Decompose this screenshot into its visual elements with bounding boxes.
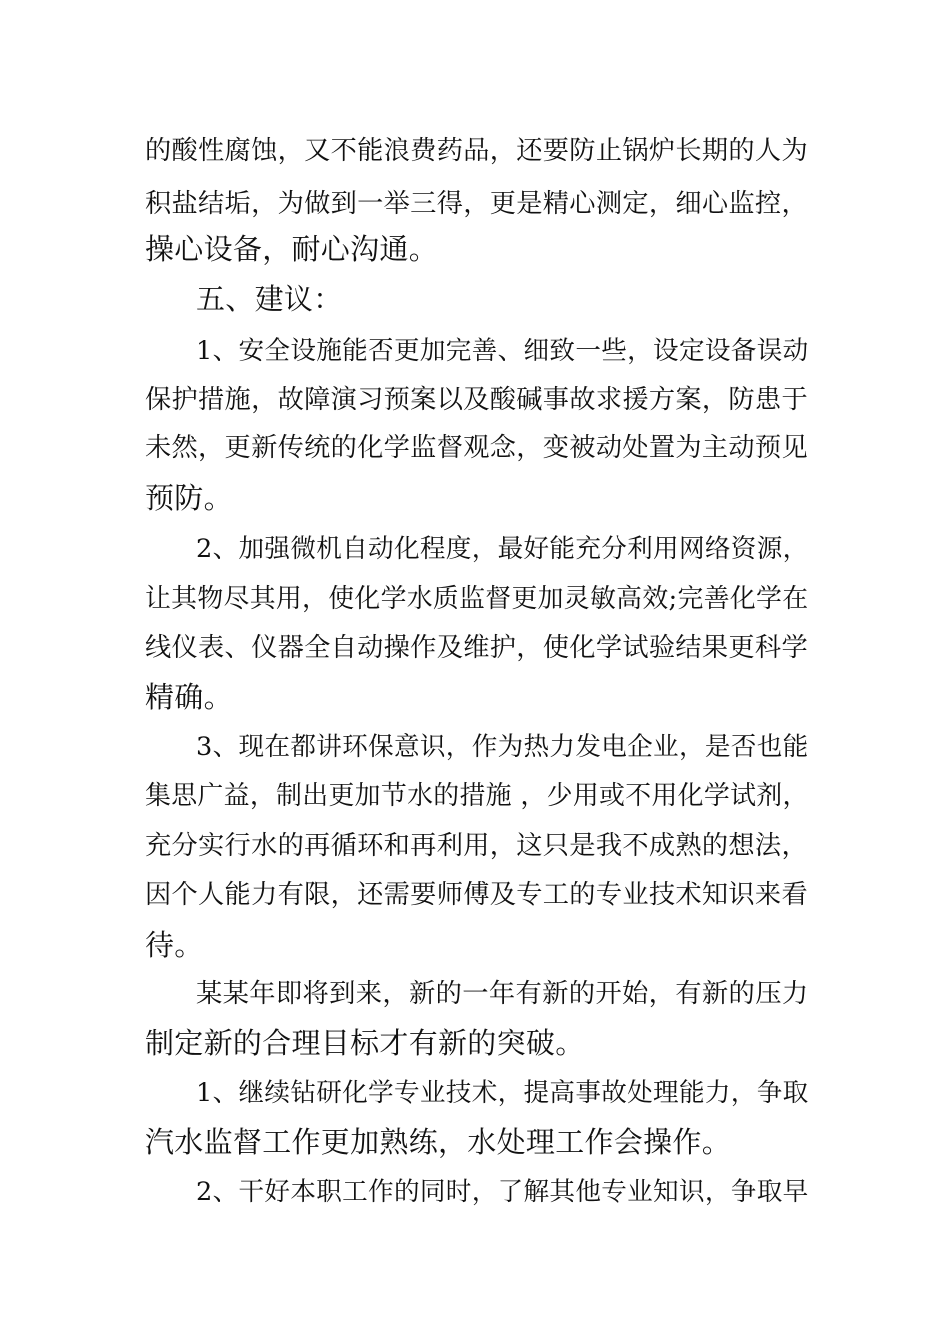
text-line: 制定新的合理目标才有新的突破。 — [145, 1026, 585, 1060]
text-line: 充分实行水的再循环和再利用，这只是我不成熟的想法， — [145, 831, 808, 861]
text-line: 2、加强微机自动化程度，最好能充分利用网络资源， — [196, 534, 809, 564]
text-line: 让其物尽其用，使化学水质监督更加灵敏高效;完善化学在 — [145, 584, 809, 614]
text-line: 因个人能力有限，还需要师傅及专工的专业技术知识来看 — [145, 880, 808, 910]
text-line: 的酸性腐蚀，又不能浪费药品，还要防止锅炉长期的人为 — [145, 136, 808, 166]
text-line: 未然，更新传统的化学监督观念，变被动处置为主动预见 — [145, 433, 808, 463]
text-line: 1、继续钻研化学专业技术，提高事故处理能力，争取 — [196, 1078, 809, 1108]
text-line: 保护措施，故障演习预案以及酸碱事故求援方案，防患于 — [145, 385, 808, 415]
text-line: 某某年即将到来，新的一年有新的开始，有新的压力 — [196, 979, 809, 1009]
text-line: 操心设备，耐心沟通。 — [145, 232, 439, 266]
text-line: 精确。 — [145, 680, 233, 714]
text-line: 2、干好本职工作的同时，了解其他专业知识，争取早 — [196, 1177, 809, 1207]
text-line: 汽水监督工作更加熟练，水处理工作会操作。 — [145, 1125, 732, 1159]
section-heading: 五、建议： — [196, 282, 343, 316]
text-line: 待。 — [145, 928, 204, 962]
text-line: 集思广益，制出更加节水的措施 ，少用或不用化学试剂， — [145, 781, 809, 811]
text-line: 1、安全设施能否更加完善、细致一些，设定设备误动 — [196, 336, 809, 366]
text-line: 积盐结垢，为做到一举三得，更是精心测定，细心监控， — [145, 189, 808, 219]
text-line: 线仪表、仪器全自动操作及维护，使化学试验结果更科学 — [145, 633, 808, 663]
text-line: 预防。 — [145, 481, 233, 515]
text-line: 3、现在都讲环保意识，作为热力发电企业，是否也能 — [196, 732, 809, 762]
